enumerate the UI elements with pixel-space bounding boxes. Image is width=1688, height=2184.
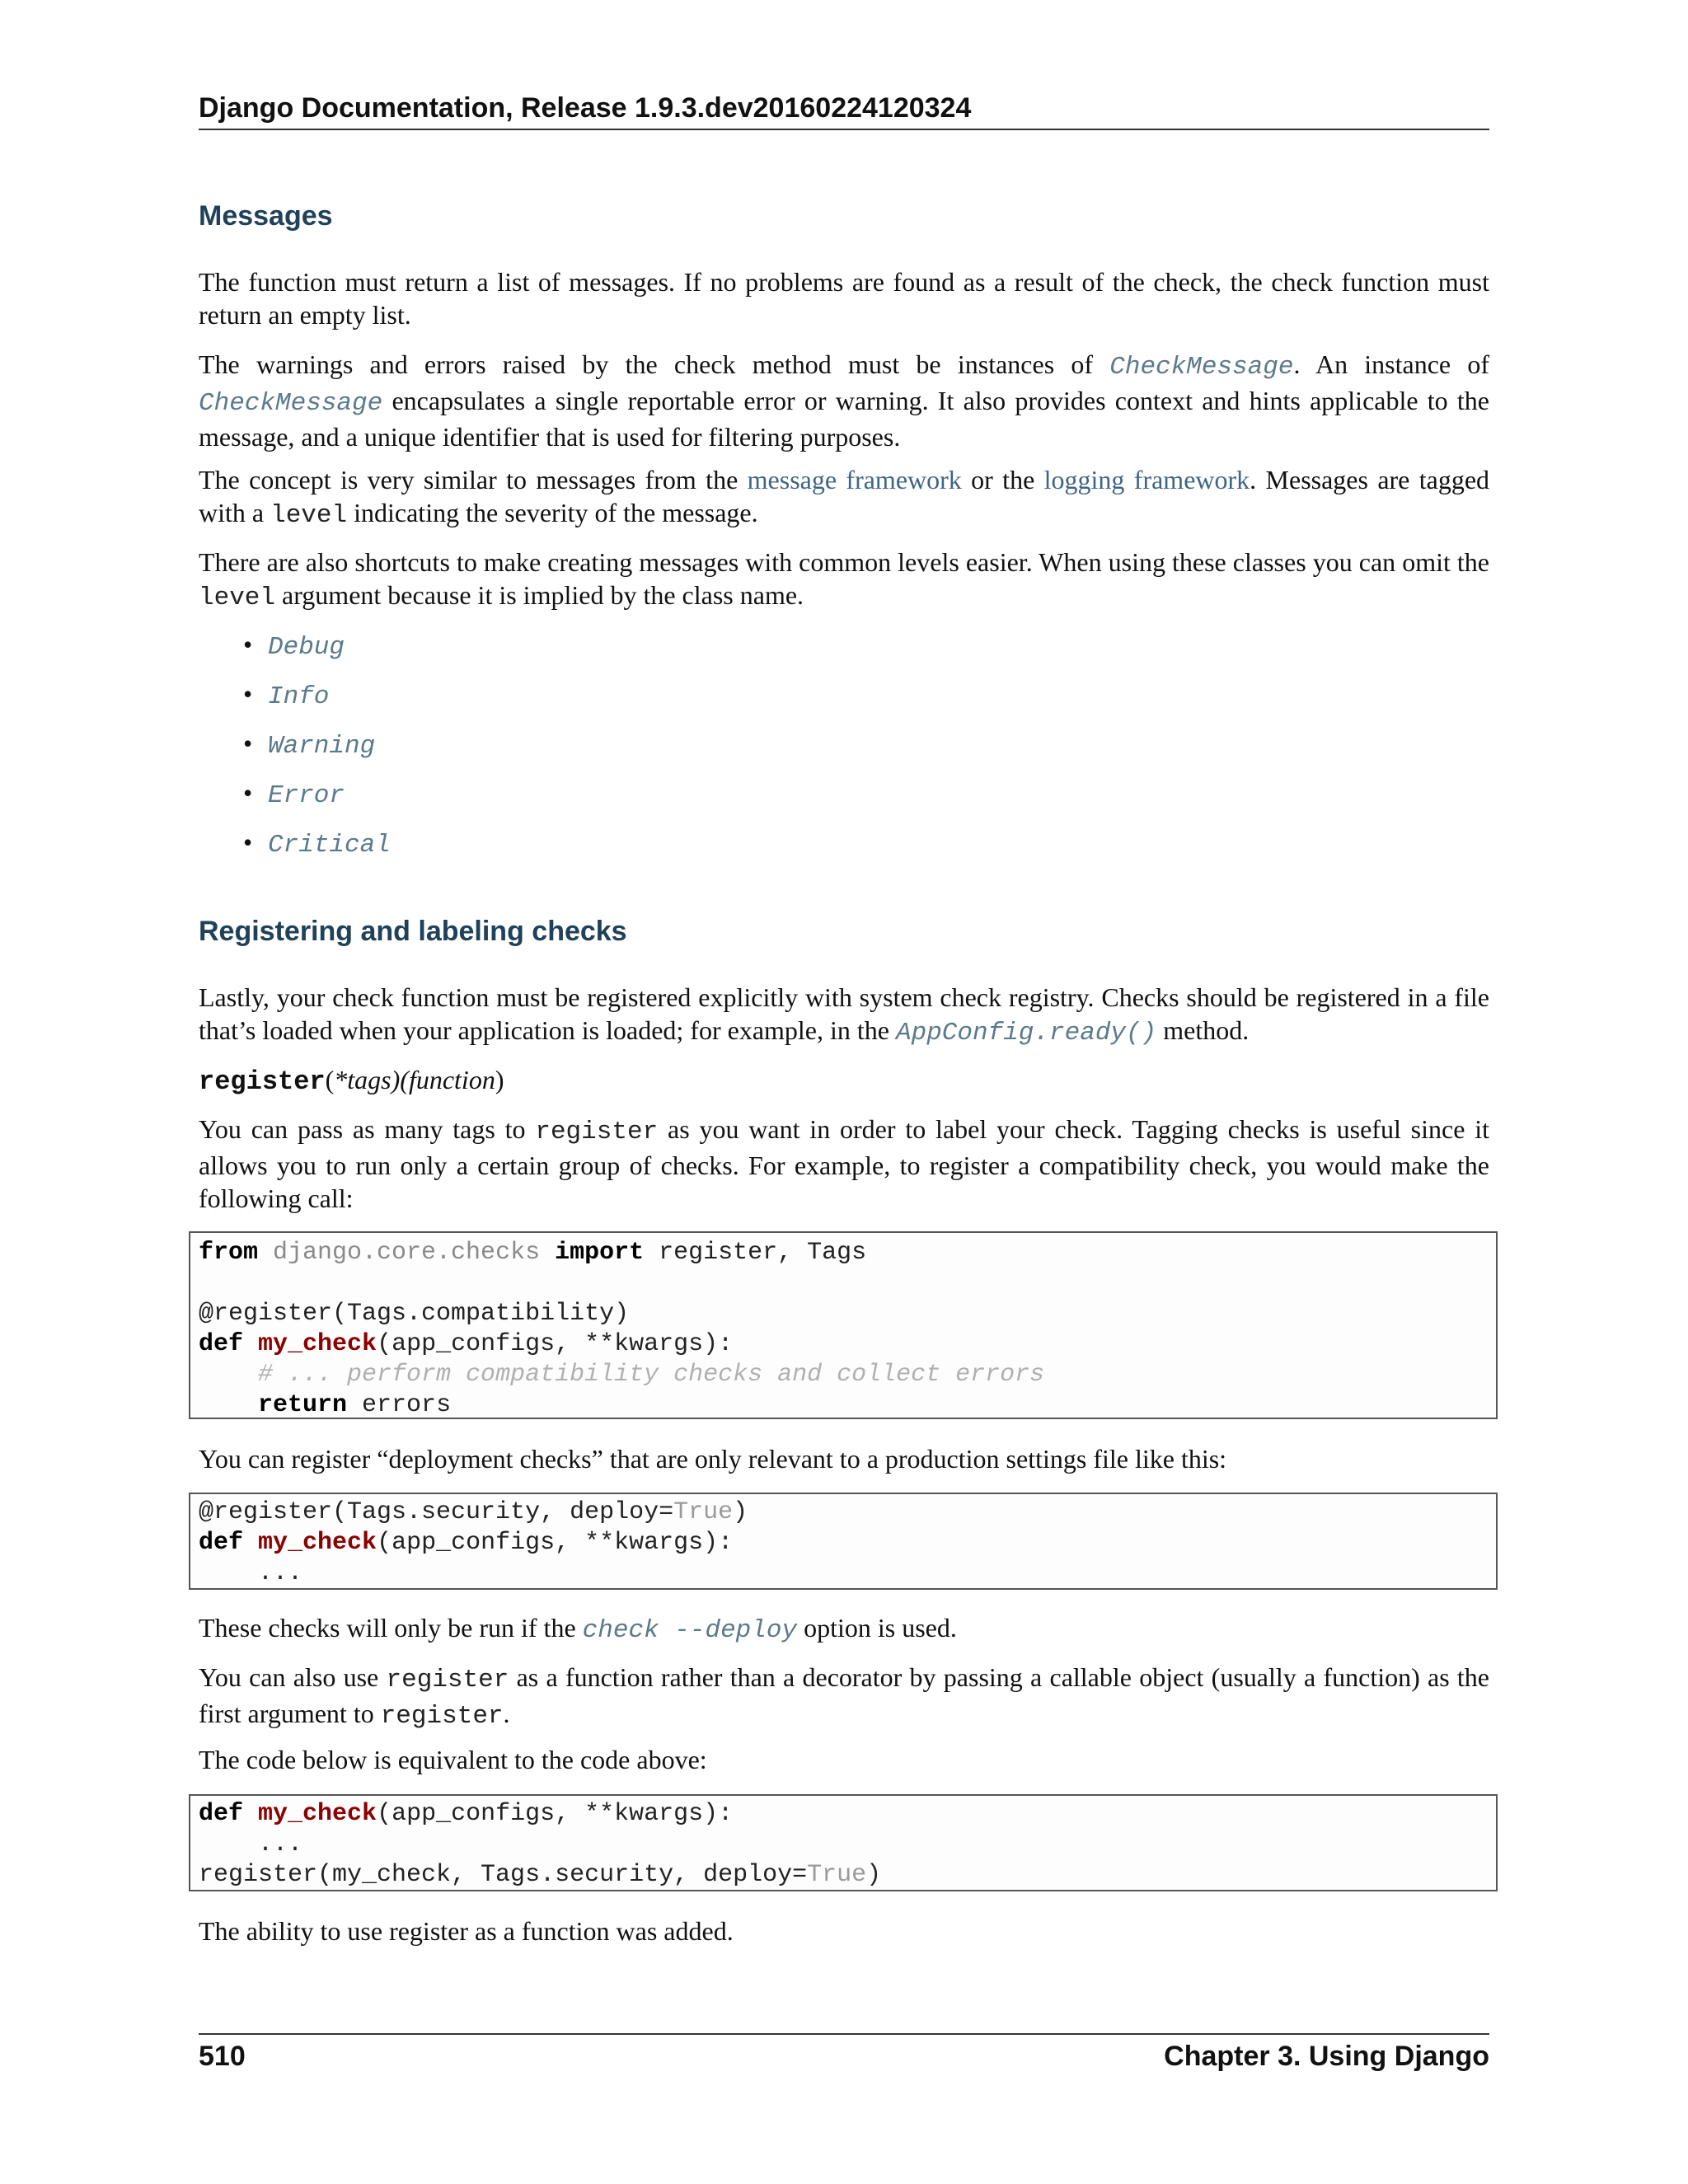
registering-heading: Registering and labeling checks [199,916,627,947]
text-run: method. [1156,1015,1250,1045]
registering-heading-block [199,913,1489,949]
paragraph-text [199,1661,1489,1733]
checkmessage-link[interactable]: CheckMessage [199,389,383,418]
list-item [199,826,1489,875]
text-run: as you want in order to label your check. Tagging checks is useful since it allows you to run only a certain group of checks. For example, to register a compatibility check, you would make the following call: [199,1114,1490,1213]
inline-code: register [380,1702,504,1731]
signature-paren: ) [495,1065,504,1094]
text-run: You can pass as many tags to [199,1114,536,1144]
paragraph-text [199,348,1489,453]
code-block-register-compat [189,1231,1498,1419]
code-keyword: from [199,1239,259,1267]
code-line [199,1799,1496,1830]
code-constant: True [807,1861,867,1889]
text-run: Lastly, your check function must be registered explicitly with system check registry. Checks should be registered in a file that’s loaded when your application is loaded; for example, in the [199,982,1489,1045]
footer-rule [199,2033,1489,2035]
code-text: ... [258,1559,303,1587]
code-line [199,1390,1496,1421]
code-text: ... [258,1830,303,1858]
messages-paragraph-4 [199,546,1489,615]
registering-paragraph-7 [199,1915,1489,1947]
inline-code: register [535,1118,659,1146]
code-line: @register(Tags.compatibility) [199,1300,630,1328]
warning-link[interactable]: Warning [268,732,376,761]
code-function-name: my_check [258,1800,377,1828]
code-function-name: my_check [258,1529,377,1557]
code-line [199,1830,1496,1860]
paragraph-text: The ability to use register as a function was added. [199,1916,734,1946]
code-text: (app_configs, **kwargs): [377,1529,734,1557]
code-keyword: def [199,1330,244,1358]
message-framework-link[interactable]: message framework [747,465,962,494]
messages-paragraph-2 [199,348,1489,453]
bullet-icon: • [243,630,253,659]
paragraph-text [199,463,1489,532]
bullet-icon: • [243,679,253,709]
bullet-icon: • [243,729,253,758]
code-function-name: my_check [258,1330,377,1358]
list-item [199,677,1489,727]
code-block-deploy [189,1493,1498,1590]
logging-framework-link[interactable]: logging framework [1043,465,1250,494]
messages-heading: Messages [199,200,333,232]
text-run: argument because it is implied by the class name. [275,580,804,610]
paragraph-text [199,1113,1489,1215]
signature-name: register [199,1066,326,1097]
page-content [199,91,1490,1946]
text-run: . Messages are tagged with a [199,465,1490,527]
code-line-blank [199,1268,1496,1299]
text-run: . An instance of [1293,349,1490,379]
text-run: encapsulates a single reportable error or warning. It also provides context and hints applicable to the message, and a unique identifier that is used for filtering purposes. [199,386,1489,452]
text-run: You can also use [199,1662,387,1692]
signature-text [199,1063,1489,1099]
checkmessage-link[interactable]: CheckMessage [1109,353,1294,382]
messages-heading-block [199,198,1489,234]
code-text: errors [347,1391,452,1419]
check-deploy-link[interactable]: check --deploy [582,1616,798,1645]
text-run: . [503,1699,510,1728]
code-keyword: import [555,1239,645,1267]
text-run: indicating the severity of the message. [347,498,758,527]
code-text: ) [866,1861,882,1889]
code-module: django.core.checks [258,1239,556,1267]
code-line [199,1360,1496,1390]
code-text: register(my_check, Tags.security, deploy= [199,1861,808,1889]
messages-paragraph-1 [199,265,1489,331]
inline-code: level [199,583,276,612]
text-run: There are also shortcuts to make creating messages with common levels easier. When using these classes you can omit the [199,547,1489,577]
register-signature [199,1063,1489,1099]
signature-paren: ( [325,1065,335,1094]
text-run: option is used. [797,1613,957,1643]
page-number: 510 [199,2041,246,2072]
text-run: or the [961,465,1044,494]
level-shortcut-list [199,628,1489,875]
code-text: register, Tags [644,1239,867,1267]
list-item [199,727,1489,776]
registering-paragraph-3 [199,1442,1489,1475]
signature-args: *tags)(function [334,1065,495,1094]
bullet-icon: • [243,827,253,857]
text-run: The concept is very similar to messages from the [199,465,748,494]
code-block-function-form [189,1794,1498,1891]
code-keyword: def [199,1529,244,1557]
code-line [199,1497,1496,1528]
code-text: (app_configs, **kwargs): [377,1330,734,1358]
info-link[interactable]: Info [268,682,330,711]
bullet-icon: • [243,778,253,808]
list-item [199,628,1489,677]
paragraph-text [199,546,1489,615]
registering-paragraph-2 [199,1113,1489,1215]
code-text: (app_configs, **kwargs): [377,1800,734,1828]
code-keyword: def [199,1800,244,1828]
inline-code: register [386,1666,509,1694]
code-text: @register(Tags.security, deploy= [199,1498,674,1526]
paragraph-text: You can register “deployment checks” that are only relevant to a production settings file like this: [199,1444,1227,1474]
text-run: The warnings and errors raised by the check method must be instances of [199,349,1110,379]
code-line [199,1558,1496,1589]
registering-paragraph-6 [199,1743,1489,1776]
messages-paragraph-3 [199,463,1489,532]
code-constant: True [673,1498,734,1526]
code-line [199,1329,1496,1360]
code-comment: # ... perform compatibility checks and collect errors [258,1361,1045,1389]
paragraph-text [199,981,1489,1050]
code-line [199,1238,1496,1268]
paragraph-text: The function must return a list of messages. If no problems are found as a result of the check, the check function must return an empty list. [199,267,1489,330]
text-run: as a function rather than a decorator by passing a callable object (usually a function) as the first argument to [199,1662,1490,1728]
paragraph-text [199,1611,1489,1647]
inline-code: level [270,501,348,530]
debug-link[interactable]: Debug [268,633,345,662]
code-text: ) [733,1498,748,1526]
critical-link[interactable]: Critical [268,831,391,860]
registering-paragraph-5 [199,1661,1489,1733]
text-run: These checks will only be run if the [199,1613,583,1643]
code-line [199,1860,1496,1891]
registering-paragraph-1 [199,981,1489,1050]
error-link[interactable]: Error [268,781,345,810]
code-line [199,1528,1496,1558]
appconfig-ready-link[interactable]: AppConfig.ready() [895,1019,1157,1047]
running-header: Django Documentation, Release 1.9.3.dev20160224120324 [199,91,1489,130]
registering-paragraph-4 [199,1611,1489,1647]
chapter-title: Chapter 3. Using Django [1164,2041,1489,2072]
code-keyword: return [258,1391,348,1419]
paragraph-text: The code below is equivalent to the code above: [199,1745,707,1774]
list-item [199,776,1489,826]
level-list-block [199,628,1489,875]
